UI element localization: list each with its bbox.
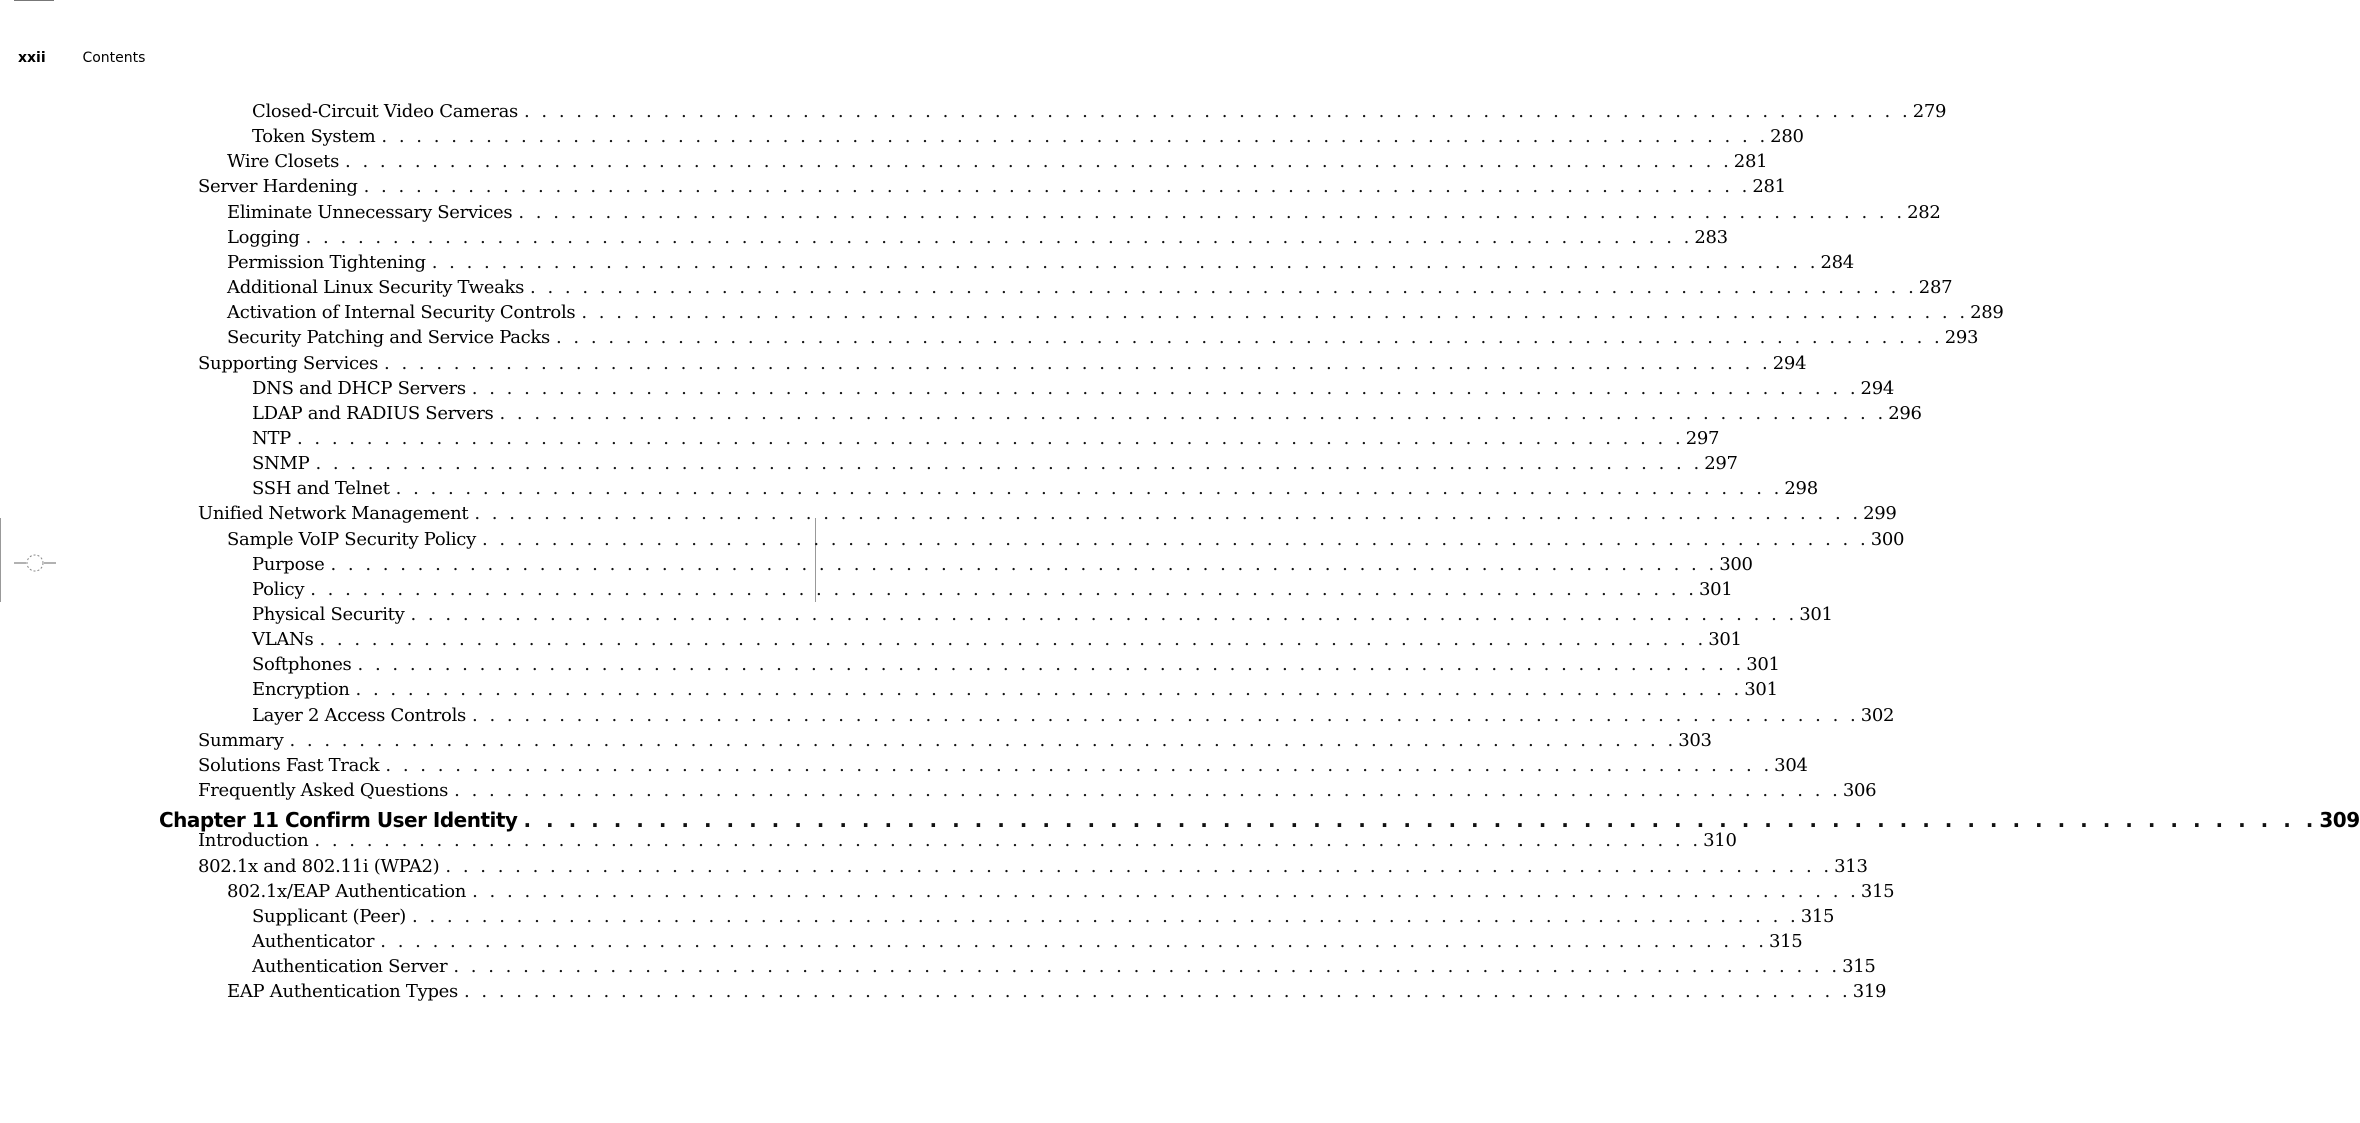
toc-entry-page: 282 <box>1907 201 1941 223</box>
toc-entry-title: Summary <box>198 729 284 751</box>
toc-entry[interactable] <box>0 351 1807 376</box>
toc-entry-page: 297 <box>1704 453 1738 475</box>
toc-entry-title: Purpose <box>252 553 325 575</box>
toc-entry-title: Permission Tightening <box>227 251 426 273</box>
dot-leader: . . . . . . . . . . . . . . . . . . . . . . . . . . . . . . . . . . . . . . . . . . . . . . . . . . . . . . . . . . . . . . . . . . . . . . . . . . . . . . . . <box>314 830 1702 852</box>
dot-leader: . . . . . . . . . . . . . . . . . . . . . . . . . . . . . . . . . . . . . . . . . . . . . . . . . . . . . . . . . . . . . . . . . . . . . . . . . . . . . . . . <box>357 654 1745 676</box>
toc-entry-title: Sample VoIP Security Policy <box>227 528 476 550</box>
dot-leader: . . . . . . . . . . . . . . . . . . . . . . . . . . . . . . . . . . . . . . . . . . . . . . . . . . . . . . . . . . . . . . . . . . . . . . . . . . . . . . . . <box>453 956 1841 978</box>
toc-entry-page: 301 <box>1744 679 1778 701</box>
toc-entry-title: Chapter 11 Confirm User Identity <box>159 808 518 833</box>
toc-entry-page: 287 <box>1918 277 1953 299</box>
toc-entry-title: LDAP and RADIUS Servers <box>252 402 494 424</box>
toc-entry-title: Unified Network Management <box>198 503 469 525</box>
dot-leader: . . . . . . . . . . . . . . . . . . . . . . . . . . . . . . . . . . . . . . . . . . . . . . . . . . . . . . . . . . . . . . . . . . . . . . . . . . . . . . . . <box>454 780 1841 802</box>
toc-entry-title: Frequently Asked Questions <box>198 780 449 802</box>
toc-entry-page: 299 <box>1863 503 1897 525</box>
dot-leader: . . . . . . . . . . . . . . . . . . . . . . . . . . . . . . . . . . . . . . . . . . . . . . . . . . . . . . . . . . . . . . . . . . . . . . . . . . . . . . . . <box>471 377 1859 399</box>
toc-entry-title: Server Hardening <box>198 176 358 198</box>
toc-entry[interactable] <box>0 627 1742 652</box>
running-head <box>18 50 145 66</box>
toc-entry[interactable] <box>0 225 1728 250</box>
dot-leader: . . . . . . . . . . . . . . . . . . . . . . . . . . . . . . . . . . . . . . . . . . . . . . . . . . . . . . . . . . . . . . . . . . . . . . . . . . . . . . . . <box>305 226 1693 248</box>
toc-entry-title: Token System <box>252 126 376 148</box>
dot-leader: . . . . . . . . . . . . . . . . . . . . . . . . . . . . . . . . . . . . . . . . . . . . . . . . . . . . . . . . . . . . . . . . . . . . . . . . . . . . . . . . <box>523 101 1911 122</box>
toc-entry-title: VLANs <box>252 629 314 651</box>
toc-entry[interactable] <box>0 300 2004 325</box>
page-folio: xxii <box>18 50 46 66</box>
toc-entry[interactable] <box>0 426 1720 451</box>
toc-entry[interactable] <box>0 325 1979 350</box>
toc-entry[interactable] <box>0 275 1953 300</box>
dot-leader: . . . . . . . . . . . . . . . . . . . . . . . . . . . . . . . . . . . . . . . . . . . . . . . . . . . . . . . . . . . . . . . . . . . . . . . . . . . . . . . . <box>412 905 1799 927</box>
dot-leader: . . . . . . . . . . . . . . . . . . . . . . . . . . . . . . . . . . . . . . . . . . . . . . . . . . . . . . . . . . . . . . . . . . . . . . . . . . . . . . . . <box>530 277 1917 299</box>
toc-entry[interactable] <box>0 753 1808 778</box>
toc-entry-title: Eliminate Unnecessary Services <box>227 201 513 223</box>
dot-leader: . . . . . . . . . . . . . . . . . . . . . . . . . . . . . . . . . . . . . . . . . . . . . . . . . . . . . . . . . . . . . . . . . . . . . . . . . . . . . . . . <box>380 930 1767 952</box>
toc-entry-title: Encryption <box>252 679 350 701</box>
toc-entry-title: Additional Linux Security Tweaks <box>227 277 525 299</box>
toc-entry[interactable] <box>0 954 1876 979</box>
toc-entry-title: SSH and Telnet <box>252 478 390 500</box>
toc-entry-title: Supporting Services <box>198 352 379 374</box>
toc-entry-page: 300 <box>1870 528 1905 550</box>
toc-entry-title: Security Patching and Service Packs <box>227 327 550 349</box>
toc-entry-title: Authentication Server <box>252 956 448 978</box>
toc-entry-page: 279 <box>1912 101 1947 122</box>
toc-entry-page: 298 <box>1784 478 1818 500</box>
toc-entry-title: Authenticator <box>252 930 375 952</box>
toc-entry[interactable] <box>0 929 1803 954</box>
toc-entry-title: Logging <box>227 226 300 248</box>
toc-entry[interactable] <box>0 376 1895 401</box>
dot-leader: . . . . . . . . . . . . . . . . . . . . . . . . . . . . . . . . . . . . . . . . . . . . . . . . . . . . . . . . . . . . . . . . . . . . . . . . . . . . . . . . <box>385 754 1773 776</box>
toc-entry[interactable] <box>0 577 1733 602</box>
toc-entry[interactable] <box>0 99 1947 124</box>
toc-entry[interactable] <box>0 728 1712 753</box>
toc-entry-page: 315 <box>1800 905 1835 927</box>
toc-entry[interactable] <box>0 250 1854 275</box>
crop-mark-top <box>14 0 54 1</box>
toc-entry-page: 281 <box>1752 176 1786 198</box>
dot-leader: . . . . . . . . . . . . . . . . . . . . . . . . . . . . . . . . . . . . . . . . . . . . . . . . . . . . . . . . . . . . . . . . . . . . . . . . . . . . . . . . <box>555 327 1943 349</box>
toc-entry-page: 310 <box>1703 830 1737 852</box>
dot-leader: . . . . . . . . . . . . . . . . . . . . . . . . . . . . . . . . . . . . . . . . . . . . . . . . . . . . . . . . . . . . . . . . . . . . . . . . . . . . . . . . <box>363 176 1751 198</box>
toc-entry[interactable] <box>0 174 1786 199</box>
toc-entry[interactable] <box>0 828 1737 853</box>
toc-entry-title: 802.1x and 802.11i (WPA2) <box>198 855 440 877</box>
dot-leader: . . . . . . . . . . . . . . . . . . . . . . . . . . . . . . . . . . . . . . . . . . . . . . . . . . . . . . . . . . . . . . . . . . . . . . . . . . . . . . . . <box>384 352 1771 374</box>
toc-entry[interactable] <box>0 904 1835 929</box>
toc-entry-title: Wire Closets <box>227 151 340 173</box>
toc-entry-page: 301 <box>1799 604 1833 625</box>
dot-leader: . . . . . . . . . . . . . . . . . . . . . . . . . . . . . . . . . . . . . . . . . . . . . . . . . . . . . . . . . . . . . . . . . . . . . . . . . . . . . . . . <box>410 604 1798 625</box>
toc-entry-title: Closed-Circuit Video Cameras <box>252 101 518 122</box>
toc-entry[interactable] <box>0 677 1778 702</box>
toc-entry-title: Supplicant (Peer) <box>252 905 406 927</box>
toc-entry-page: 294 <box>1860 377 1895 399</box>
toc-entry-page: 319 <box>1852 981 1887 1003</box>
toc-entry-page: 297 <box>1685 427 1720 449</box>
toc-entry-page: 293 <box>1944 327 1979 349</box>
toc-entry-page: 313 <box>1834 855 1868 877</box>
toc-entry[interactable] <box>0 149 1768 174</box>
dot-leader: . . . . . . . . . . . . . . . . . . . . . . . . . . . . . . . . . . . . . . . . . . . . . . . . . . . . . . . . . . . . . . . . . . . . . . . . . . . . . . . . <box>345 151 1732 173</box>
toc-entry-page: 304 <box>1774 754 1808 776</box>
dot-leader: . . . . . . . . . . . . . . . . . . . . . . . . . . . . . . . . . . . . . . . . . . . . . . . . . . . . . . . . . . . . . . . . . . . . . . . . . . . . . . . . <box>395 478 1783 500</box>
dot-leader: . . . . . . . . . . . . . . . . . . . . . . . . . . . . . . . . . . . . . . . . . . . . . . . . . . . . . . . . . . . . . . . . . . . . . . . . . . . . . . . . <box>463 981 1851 1003</box>
toc-entry[interactable] <box>0 124 1804 149</box>
toc-entry[interactable] <box>0 778 1877 803</box>
toc-entry-page: 296 <box>1888 402 1922 424</box>
toc-entry-page: 302 <box>1860 704 1895 726</box>
toc-entry[interactable] <box>0 527 1905 552</box>
toc-entry-page: 281 <box>1733 151 1768 173</box>
running-head-title: Contents <box>82 50 146 66</box>
toc-entry[interactable] <box>0 652 1780 677</box>
dot-leader: . . . . . . . . . . . . . . . . . . . . . . . . . . . . . . . . . . . . . . . . . . . . . . . . . . . . . . . . . . . . . . . . . . . . . . . . . . . . . . . . <box>481 528 1869 550</box>
toc-entry-page: 309 <box>2319 808 2360 833</box>
dot-leader: . . . . . . . . . . . . . . . . . . . . . . . . . . . . . . . . . . . . . . . . . . . . . . . . . . . . . . . . . . . . . . . . . . . . . . . . . . . . . . . . <box>355 679 1743 701</box>
toc-entry-page: 300 <box>1719 553 1753 575</box>
toc-entry-title: NTP <box>252 427 291 449</box>
toc-entry-title: Layer 2 Access Controls <box>252 704 466 726</box>
toc-entry-page: 283 <box>1694 226 1728 248</box>
toc-entry[interactable] <box>0 879 1895 904</box>
toc-entry-title: Solutions Fast Track <box>198 754 380 776</box>
toc-entry-page: 315 <box>1842 956 1876 978</box>
dot-leader: . . . . . . . . . . . . . . . . . . . . . . . . . . . . . . . . . . . . . . . . . . . . . . . . . . . . . . . . . . . . . . . . . . . . . . . . . . . . . . . . <box>296 427 1684 449</box>
dot-leader: . . . . . . . . . . . . . . . . . . . . . . . . . . . . . . . . . . . . . . . . . . . . . . . . . . . . . . . . . . . . . . . . . . . . . . . . . . . . . . . . <box>310 578 1697 600</box>
toc-entry-title: DNS and DHCP Servers <box>252 377 466 399</box>
dot-leader: . . . . . . . . . . . . . . . . . . . . . . . . . . . . . . . . . . . . . . . . . . . . . . . . . . . . . . . . . . . . . . . . . . . . . . . . . . . . . . . . <box>581 302 1969 324</box>
dot-leader: . . . . . . . . . . . . . . . . . . . . . . . . . . . . . . . . . . . . . . . . . . . . . . . . . . . . . . . . . . . . . . . . . . . . . . . . . . . . . . . . <box>472 704 1859 726</box>
toc-entry-title: Softphones <box>252 654 352 676</box>
dot-leader: . . . . . . . . . . . . . . . . . . . . . . . . . . . . . . . . . . . . . . . . . . . . . . . . . . . . . . . . . . . . . . . . . . . . . . . . . . . . . . . . <box>518 201 1906 223</box>
toc-entry-page: 284 <box>1820 251 1854 273</box>
toc-entry-title: Activation of Internal Security Controls <box>227 302 576 324</box>
dot-leader: . . . . . . . . . . . . . . . . . . . . . . . . . . . . . . . . . . . . . . . . . . . . . . . . . . . . . . . . . . . . . . . . . . . . . . . . . . . . . . . . <box>472 880 1859 902</box>
toc-entry-page: 289 <box>1970 302 2004 324</box>
toc-entry-title: Physical Security <box>252 604 405 625</box>
toc-entry-title: 802.1x/EAP Authentication <box>227 880 467 902</box>
toc-entry-page: 294 <box>1772 352 1807 374</box>
toc-entry-title: Introduction <box>198 830 309 852</box>
toc-entry-page: 301 <box>1698 578 1733 600</box>
toc-entry-title: Policy <box>252 578 305 600</box>
toc-entry-title: SNMP <box>252 453 310 475</box>
toc-entry-title: EAP Authentication Types <box>227 981 458 1003</box>
toc-entry[interactable] <box>0 451 1738 476</box>
dot-leader: . . . . . . . . . . . . . . . . . . . . . . . . . . . . . . . . . . . . . . . . . . . . . . . . . . . . . . . . . . . . . . . . . . . . . . . . . . . . . . . . <box>499 402 1887 424</box>
toc-entry-page: 306 <box>1842 780 1877 802</box>
toc-entry[interactable] <box>0 401 1922 426</box>
dot-leader: . . . . . . . . . . . . . . . . . . . . . . . . . . . . . . . . . . . . . . . . . . . . . . . . . . . . . . . . . . . . . . . . . . . . . . . . . . . . . . . . <box>289 729 1677 751</box>
toc-entry[interactable] <box>0 602 1833 627</box>
toc-entry-page: 301 <box>1708 629 1742 651</box>
toc-entry-page: 303 <box>1678 729 1712 751</box>
dot-leader: . . . . . . . . . . . . . . . . . . . . . . . . . . . . . . . . . . . . . . . . . . . . . . . . . . . . . . . . . . . . . . . . . . . . . . . . . . . . . . . . <box>315 453 1703 475</box>
toc-entry-page: 301 <box>1746 654 1780 676</box>
dot-leader: . . . . . . . . . . . . . . . . . . . . . . . . . . . . . . . . . . . . . . . . . . . . . . . . . . . . . . . . . . . . . . . . . . . . . . . . . . . . . . . . <box>381 126 1769 148</box>
toc-entry-page: 315 <box>1769 930 1803 952</box>
toc-entry[interactable] <box>0 552 1753 577</box>
toc-entry-page: 315 <box>1860 880 1895 902</box>
toc-entry[interactable] <box>0 703 1895 728</box>
dot-leader: . . . . . . . . . . . . . . . . . . . . . . . . . . . . . . . . . . . . . . . . . . . . . . . . . . . . . . . . . . . . . . . . . . . . . . . . . . . . . . . . <box>523 808 2318 833</box>
toc-entry[interactable] <box>0 854 1868 879</box>
toc-entry[interactable] <box>0 200 1941 225</box>
toc-entry[interactable] <box>0 501 1897 526</box>
toc-entry-page: 280 <box>1770 126 1804 148</box>
dot-leader: . . . . . . . . . . . . . . . . . . . . . . . . . . . . . . . . . . . . . . . . . . . . . . . . . . . . . . . . . . . . . . . . . . . . . . . . . . . . . . . . <box>474 503 1862 525</box>
dot-leader: . . . . . . . . . . . . . . . . . . . . . . . . . . . . . . . . . . . . . . . . . . . . . . . . . . . . . . . . . . . . . . . . . . . . . . . . . . . . . . . . <box>445 855 1833 877</box>
toc-entry[interactable] <box>0 979 1887 1004</box>
dot-leader: . . . . . . . . . . . . . . . . . . . . . . . . . . . . . . . . . . . . . . . . . . . . . . . . . . . . . . . . . . . . . . . . . . . . . . . . . . . . . . . . <box>319 629 1707 651</box>
dot-leader: . . . . . . . . . . . . . . . . . . . . . . . . . . . . . . . . . . . . . . . . . . . . . . . . . . . . . . . . . . . . . . . . . . . . . . . . . . . . . . . . <box>431 251 1819 273</box>
dot-leader: . . . . . . . . . . . . . . . . . . . . . . . . . . . . . . . . . . . . . . . . . . . . . . . . . . . . . . . . . . . . . . . . . . . . . . . . . . . . . . . . <box>330 553 1718 575</box>
toc-entry[interactable] <box>0 476 1818 501</box>
